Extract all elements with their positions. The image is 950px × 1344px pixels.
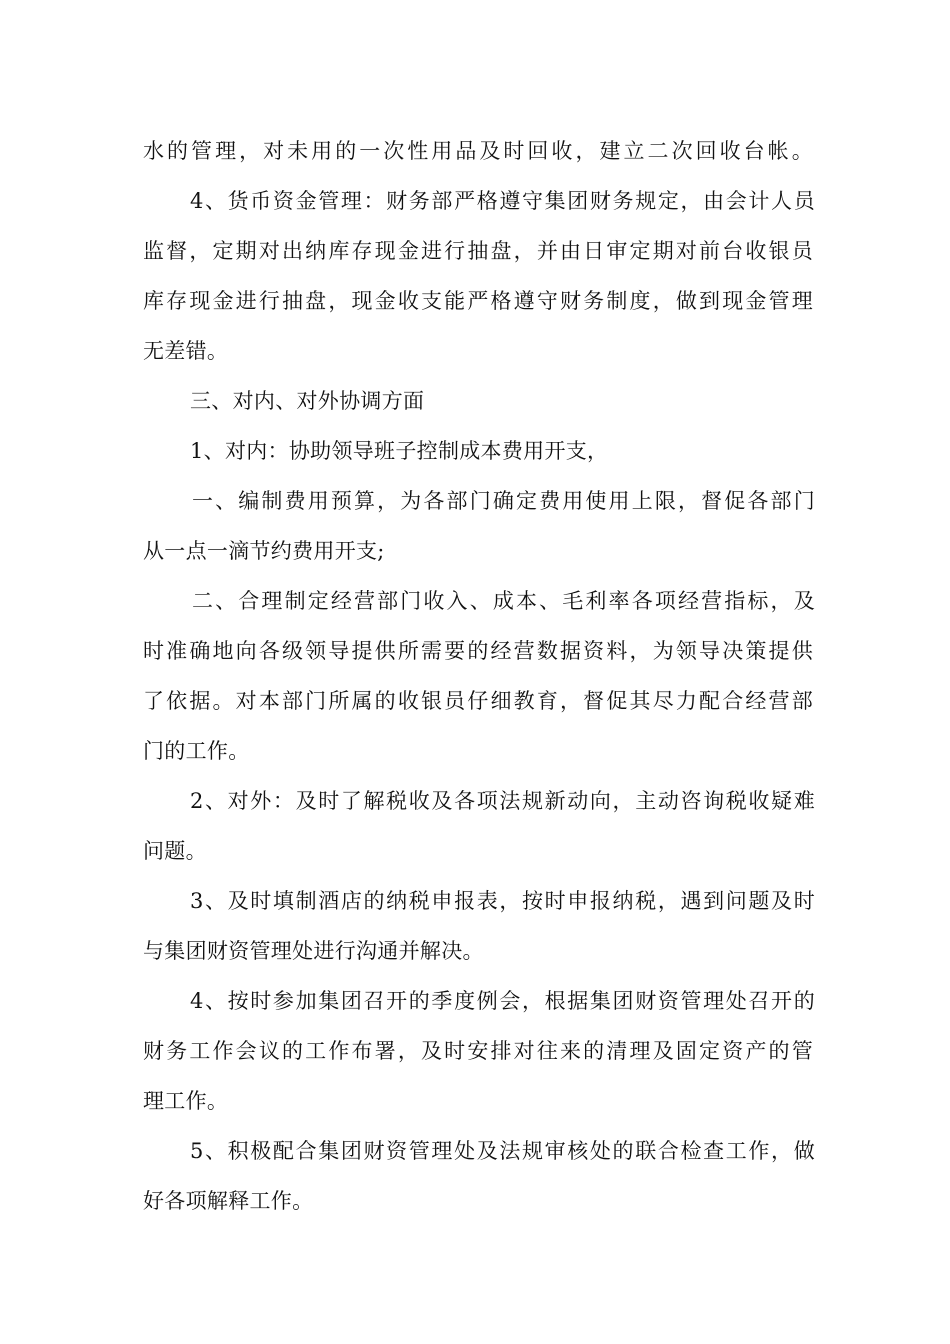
text-line: 库存现金进行抽盘，现金收支能严格遵守财务制度，做到现金管理 (143, 289, 813, 313)
text-line: 1、对内：协助领导班子控制成本费用开支， (190, 439, 609, 463)
text-line: 5、积极配合集团财资管理处及法规审核处的联合检查工作，做 (190, 1139, 815, 1163)
text-line: 3、及时填制酒店的纳税申报表，按时申报纳税，遇到问题及时 (190, 889, 815, 913)
text-line: 二、合理制定经营部门收入、成本、毛利率各项经营指标，及 (192, 589, 815, 613)
text-line: 无差错。 (143, 339, 229, 363)
text-line: 水的管理，对未用的一次性用品及时回收，建立二次回收台帐。 (143, 139, 813, 163)
text-line: 从一点一滴节约费用开支; (143, 539, 385, 563)
text-line: 2、对外：及时了解税收及各项法规新动向，主动咨询税收疑难 (190, 789, 815, 813)
text-line: 了依据。对本部门所属的收银员仔细教育，督促其尽力配合经营部 (143, 689, 813, 713)
section-heading: 三、对内、对外协调方面 (190, 389, 425, 413)
text-line: 好各项解释工作。 (143, 1189, 314, 1213)
text-line: 4、按时参加集团召开的季度例会，根据集团财资管理处召开的 (190, 989, 815, 1013)
text-line: 4、货币资金管理：财务部严格遵守集团财务规定，由会计人员 (190, 189, 815, 213)
text-line: 监督，定期对出纳库存现金进行抽盘，并由日审定期对前台收银员 (143, 239, 813, 263)
text-line: 门的工作。 (143, 739, 250, 763)
text-line: 财务工作会议的工作布署，及时安排对往来的清理及固定资产的管 (143, 1039, 813, 1063)
text-line: 与集团财资管理处进行沟通并解决。 (143, 939, 484, 963)
text-line: 一、编制费用预算，为各部门确定费用使用上限，督促各部门 (192, 489, 815, 513)
text-line: 理工作。 (143, 1089, 229, 1113)
text-line: 时准确地向各级领导提供所需要的经营数据资料，为领导决策提供 (143, 639, 813, 663)
text-line: 问题。 (143, 839, 207, 863)
